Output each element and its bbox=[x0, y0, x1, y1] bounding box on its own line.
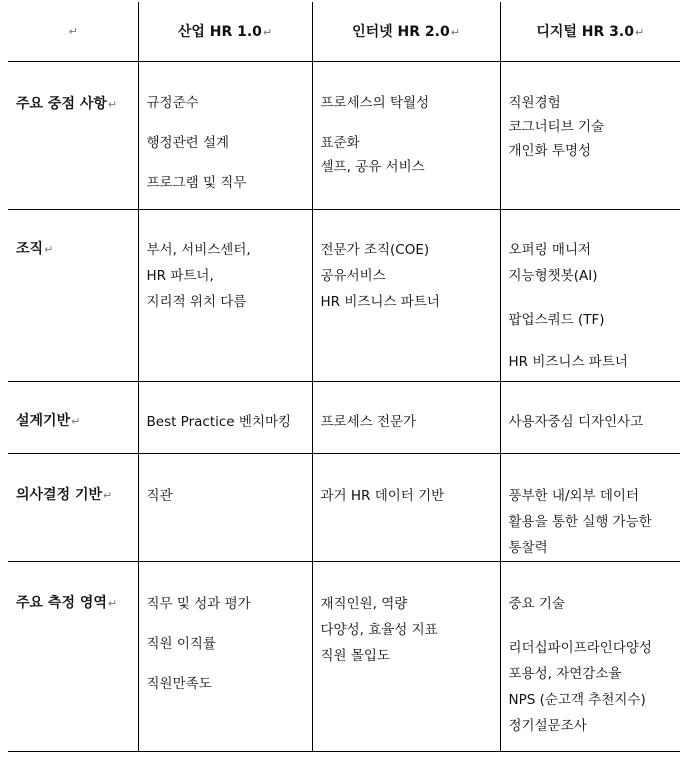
cell-line: 지능형챗봇(AI) bbox=[508, 267, 598, 284]
header-corner-cell: ↵ bbox=[8, 2, 138, 61]
table-row bbox=[8, 561, 680, 751]
cell-line: 다양성, 효율성 지표 bbox=[320, 621, 438, 638]
table-cell bbox=[312, 61, 500, 209]
cell-line: 직무 및 성과 평가 bbox=[146, 595, 251, 612]
row-label: 주요 측정 영역↵ bbox=[8, 561, 138, 751]
cell-line: 리더십파이프라인다양성 bbox=[508, 639, 652, 656]
cell-line: 코그너티브 기술 bbox=[508, 118, 605, 135]
table-cell bbox=[138, 561, 312, 751]
cell-line: 행정관련 설계 bbox=[146, 134, 230, 151]
row-label: 의사결정 기반↵ bbox=[8, 453, 138, 561]
cell-line: 프로세스의 탁월성 bbox=[320, 94, 430, 111]
header-industrial-hr: 산업 HR 1.0↵ bbox=[138, 2, 312, 61]
table-cell bbox=[312, 561, 500, 751]
table-cell bbox=[500, 61, 680, 209]
cell-line: 개인화 투명성 bbox=[508, 142, 592, 159]
cell-line: 전문가 조직(COE) bbox=[320, 241, 430, 258]
table-cell bbox=[500, 561, 680, 751]
cell-line: 통찰력 bbox=[508, 539, 548, 556]
header-digital-hr: 디지털 HR 3.0↵ bbox=[500, 2, 680, 61]
cell-line: 직원경험 bbox=[508, 94, 561, 111]
cell-line: 지리적 위치 다름 bbox=[146, 293, 247, 310]
table-row bbox=[8, 381, 680, 453]
table-row bbox=[8, 209, 680, 381]
cell-line: 규정준수 bbox=[146, 94, 199, 111]
table-cell bbox=[312, 209, 500, 381]
cell-line: HR 비즈니스 파트너 bbox=[508, 353, 628, 370]
table-cell bbox=[500, 209, 680, 381]
cell-line: 오퍼링 매니저 bbox=[508, 241, 592, 258]
table-cell bbox=[500, 381, 680, 453]
cell-line: 포용성, 자연감소율 bbox=[508, 665, 622, 682]
cell-line: 직원 이직률 bbox=[146, 635, 216, 652]
cell-line: 중요 기술 bbox=[508, 595, 565, 612]
row-label: 조직↵ bbox=[8, 209, 138, 381]
cell-line: HR 파트너, bbox=[146, 267, 214, 284]
cell-line: 직원만족도 bbox=[146, 675, 212, 692]
cell-line: HR 비즈니스 파트너 bbox=[320, 293, 440, 310]
header-internet-hr: 인터넷 HR 2.0↵ bbox=[312, 2, 500, 61]
cell-line: 공유서비스 bbox=[320, 267, 386, 284]
table-row bbox=[8, 61, 680, 209]
table-cell bbox=[138, 209, 312, 381]
cell-line: NPS (순고객 추천지수) bbox=[508, 691, 646, 708]
row-label: 주요 중점 사항↵ bbox=[8, 61, 138, 209]
cell-line: 프로그램 및 직무 bbox=[146, 174, 247, 191]
table-cell bbox=[312, 453, 500, 561]
table-cell bbox=[138, 61, 312, 209]
cell-line: 사용자중심 디자인사고 bbox=[508, 413, 644, 430]
hr-comparison-table bbox=[8, 2, 680, 752]
cell-line: 재직인원, 역량 bbox=[320, 595, 408, 612]
cell-line: 부서, 서비스센터, bbox=[146, 241, 251, 258]
table-cell bbox=[138, 453, 312, 561]
row-label: 설계기반↵ bbox=[8, 381, 138, 453]
table-cell bbox=[138, 381, 312, 453]
cell-line: 프로세스 전문가 bbox=[320, 413, 417, 430]
cell-line: 활용을 통한 실행 가능한 bbox=[508, 513, 652, 530]
table-cell bbox=[500, 453, 680, 561]
cell-line: 셀프, 공유 서비스 bbox=[320, 158, 425, 175]
cell-line: 팝업스쿼드 (TF) bbox=[508, 311, 605, 328]
table-row bbox=[8, 453, 680, 561]
cell-line: 정기설문조사 bbox=[508, 717, 587, 734]
cell-line: 직원 몰입도 bbox=[320, 647, 390, 664]
cell-line: 풍부한 내/외부 데이터 bbox=[508, 487, 639, 504]
cell-line: 표준화 bbox=[320, 134, 360, 151]
cell-line: Best Practice 벤치마킹 bbox=[146, 413, 292, 430]
cell-line: 직관 bbox=[146, 487, 173, 504]
cell-line: 과거 HR 데이터 기반 bbox=[320, 487, 445, 504]
header-row bbox=[8, 2, 680, 61]
table-cell bbox=[312, 381, 500, 453]
